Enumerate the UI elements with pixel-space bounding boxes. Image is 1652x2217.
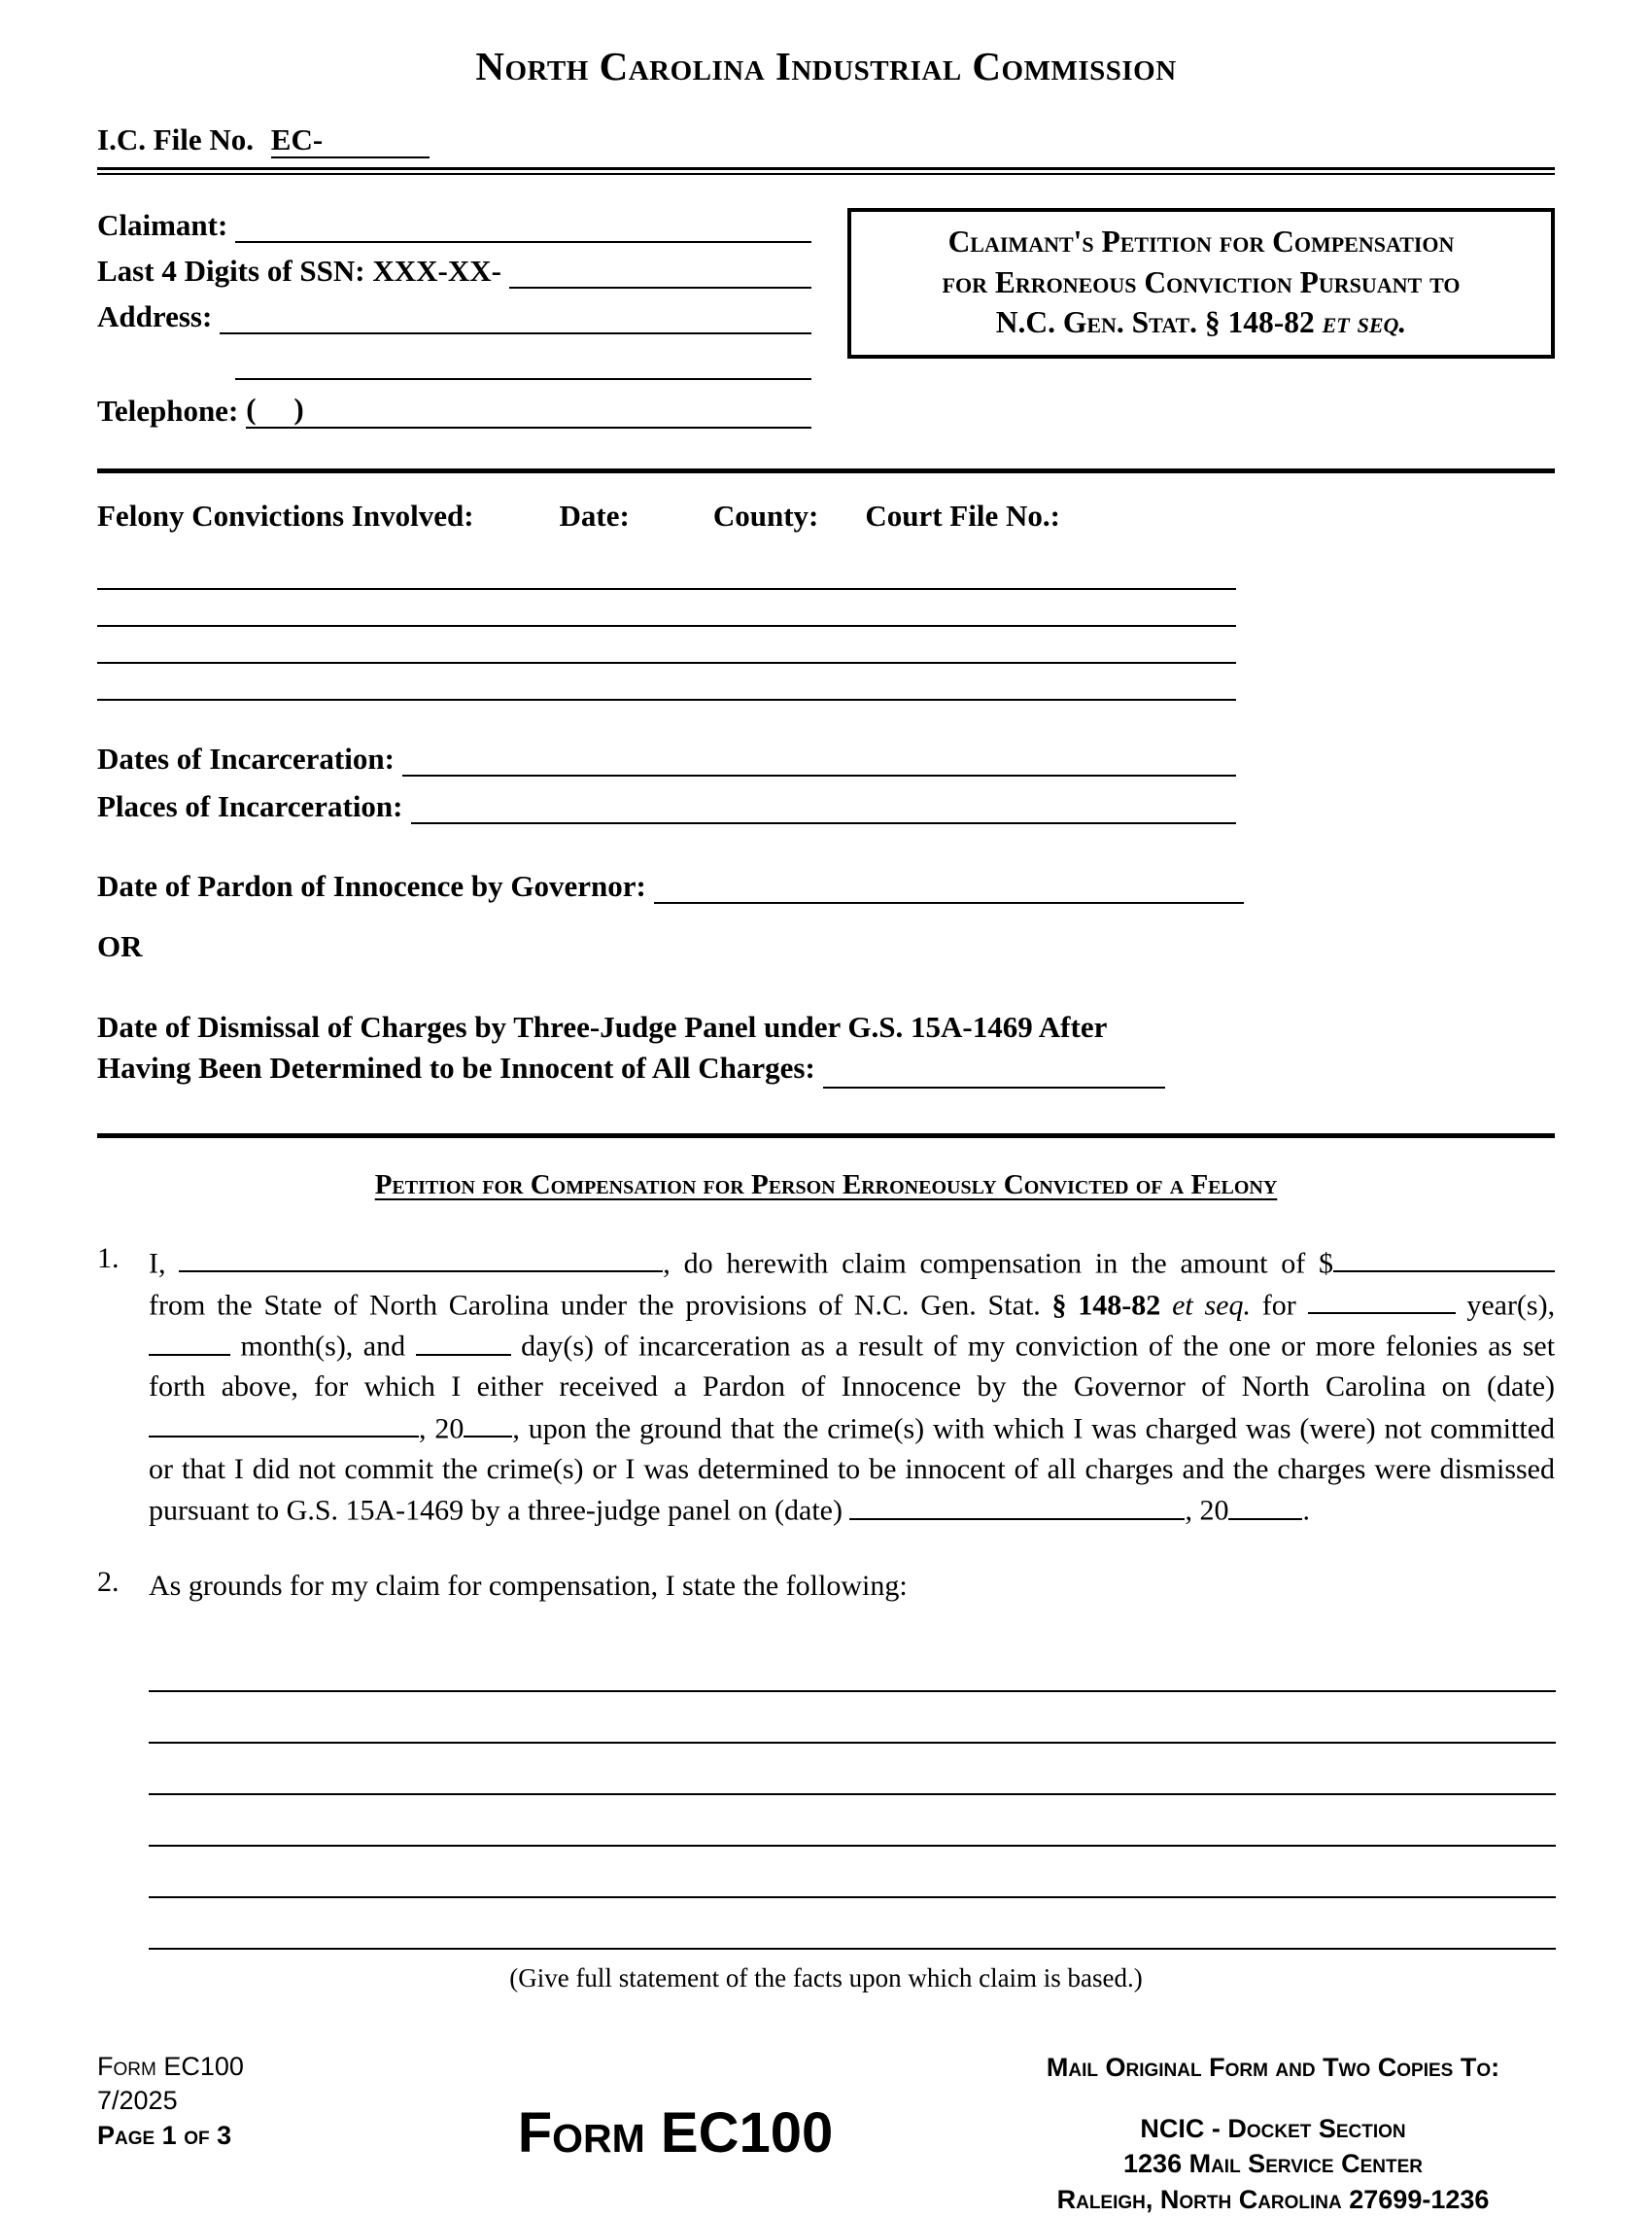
places-of-incarceration-label: Places of Incarceration:: [97, 789, 403, 823]
footer-form-info: [97, 2050, 418, 2152]
dismissal-block: [97, 1007, 1555, 1089]
petition-item-1: [97, 1242, 1555, 1531]
dismissal-line-2-label: Having Been Determined to be Innocent of All Charges:: [97, 1050, 815, 1085]
petition-box-line3: [865, 302, 1537, 343]
item2-number: 2.: [97, 1565, 120, 1598]
dismissal-date-blank: [823, 1087, 1165, 1089]
claimant-and-petition-header: [97, 208, 1555, 439]
grounds-line-6: [149, 1898, 1556, 1950]
ssn-label: Last 4 Digits of SSN: XXX-XX-: [97, 254, 501, 288]
item1-seg9: , 20: [1185, 1494, 1229, 1527]
footer-mailing-block: [991, 2050, 1555, 2217]
date-col-label: Date:: [559, 499, 630, 533]
item1-seg1: I,: [149, 1247, 166, 1280]
petition-section-heading-text: Petition for Compensation for Person Erroneously Convicted of a Felony: [374, 1168, 1278, 1200]
section-divider-1: [97, 468, 1555, 473]
grounds-line-2: [149, 1692, 1556, 1744]
file-number-label: I.C. File No.: [97, 122, 255, 156]
felony-entry-line-4: [97, 664, 1236, 701]
address-row: [97, 299, 811, 334]
item1-seg3-end: for: [1261, 1289, 1296, 1322]
claimant-name-row: [97, 208, 811, 243]
petition-box-line1: Claimant's Petition for Compensation: [947, 225, 1455, 259]
footer-form-id: Form EC100: [97, 2052, 244, 2082]
months-blank: [149, 1325, 230, 1356]
petition-section-heading: [97, 1169, 1555, 1201]
days-blank: [416, 1325, 511, 1356]
felony-convictions-header: [97, 499, 1555, 534]
item1-seg5: month(s), and: [240, 1330, 406, 1363]
item1-seg7: , 20: [419, 1412, 465, 1445]
address-blank-1: [220, 332, 811, 334]
mail-address-line-2: 1236 Mail Service Center: [1123, 2149, 1423, 2179]
grounds-line-3: [149, 1744, 1556, 1795]
or-label: OR: [97, 929, 143, 963]
petition-item-2: [97, 1566, 1555, 1606]
dismissal-line-1: Date of Dismissal of Charges by Three-Judge Panel under G.S. 15A-1469 After: [97, 1010, 1108, 1044]
felony-entry-line-1: [97, 553, 1236, 590]
section-divider-2: [97, 1133, 1555, 1138]
address-blank-2: [235, 345, 811, 380]
page-footer: [97, 2050, 1555, 2217]
court-file-col-label: Court File No.:: [865, 499, 1060, 533]
footer-page-number: Page 1 of 3: [97, 2120, 232, 2150]
dismissal-year-blank: [1228, 1489, 1302, 1520]
statute-citation: N.C. Gen. Stat. § 148-82: [995, 305, 1315, 340]
footer-form-name-large: Form EC100: [517, 2101, 834, 2165]
item1-seg8: , upon the ground that the crime(s) with which I was charged was (were) not committed or that I did not commit the crime(s) or I was determined to be innocent of all charges and the charges were dismissed pursuant to G.S. 15A-1469 by a three-judge panel on (date): [149, 1412, 1556, 1527]
petition-box-line2: for Erroneous Conviction Pursuant to: [942, 264, 1461, 299]
telephone-area-code-parens: ( ): [246, 392, 304, 426]
dismissal-line-2-row: [97, 1048, 1232, 1089]
address-label: Address:: [97, 299, 213, 333]
grounds-line-1: [149, 1641, 1556, 1692]
petition-title-box: [847, 208, 1555, 359]
pardon-date-row: [97, 869, 1244, 904]
mail-address-line-1: NCIC - Docket Section: [1140, 2113, 1406, 2143]
claimant-name-inline-blank: [179, 1242, 663, 1273]
form-title: North Carolina Industrial Commission: [475, 44, 1177, 88]
dates-of-incarceration-row: [97, 742, 1236, 777]
footer-revision-date: 7/2025: [97, 2086, 178, 2116]
felony-entry-line-3: [97, 627, 1236, 664]
grounds-line-5: [149, 1847, 1556, 1898]
statute-bold: § 148-82: [1051, 1289, 1161, 1322]
mail-address-line-3: Raleigh, North Carolina 27699-1236: [1056, 2184, 1490, 2214]
telephone-blank: [246, 392, 811, 429]
telephone-row: [97, 392, 811, 429]
pardon-date-blank: [654, 902, 1244, 904]
header-divider: [97, 167, 1555, 175]
amount-blank: [1333, 1242, 1555, 1273]
item1-seg4: year(s),: [1466, 1289, 1556, 1322]
item1-number: 1.: [97, 1241, 120, 1274]
pardon-date-label: Date of Pardon of Innocence by Governor:: [97, 869, 646, 903]
telephone-label: Telephone:: [97, 394, 239, 428]
et-seq-italic: et seq.: [1172, 1289, 1251, 1322]
claimant-info-block: [97, 208, 811, 439]
facts-caption: (Give full statement of the facts upon which claim is based.): [509, 1963, 1143, 1993]
item1-text: [149, 1242, 1555, 1531]
grounds-line-4: [149, 1795, 1556, 1847]
claimant-name-blank: [235, 241, 811, 243]
felony-col-label: Felony Convictions Involved:: [97, 499, 474, 533]
item2-text: As grounds for my claim for compensation, I state the following:: [149, 1569, 908, 1602]
et-seq-text: et seq.: [1322, 305, 1407, 340]
dismissal-date-inline-blank: [849, 1489, 1185, 1520]
years-blank: [1308, 1284, 1456, 1315]
item1-seg3: from the State of North Carolina under the provisions of N.C. Gen. Stat.: [149, 1289, 1041, 1322]
dates-of-incarceration-blank: [402, 775, 1236, 777]
pardon-year-blank: [464, 1407, 512, 1438]
felony-entry-line-2: [97, 590, 1236, 627]
claimant-label: Claimant:: [97, 208, 228, 242]
item1-seg10: .: [1302, 1494, 1310, 1527]
file-number-blank: EC-: [271, 122, 430, 158]
ssn-row: [97, 254, 811, 289]
places-of-incarceration-blank: [411, 822, 1237, 824]
mail-instructions-label: Mail Original Form and Two Copies To:: [1046, 2053, 1500, 2083]
ssn-blank: [509, 287, 811, 289]
item1-seg2: , do herewith claim compensation in the amount of $: [663, 1247, 1333, 1280]
pardon-date-inline-blank: [149, 1407, 419, 1438]
incarceration-block: [97, 742, 1236, 824]
county-col-label: County:: [712, 499, 819, 533]
file-number-row: [97, 122, 1555, 157]
places-of-incarceration-row: [97, 789, 1236, 824]
dates-of-incarceration-label: Dates of Incarceration:: [97, 742, 395, 776]
item1-seg6: day(s) of incarceration as a result of my conviction of the one or more felonies as set forth above, for which I either received a Pardon of Innocence by the Governor of North Carolina on (date): [149, 1330, 1556, 1403]
